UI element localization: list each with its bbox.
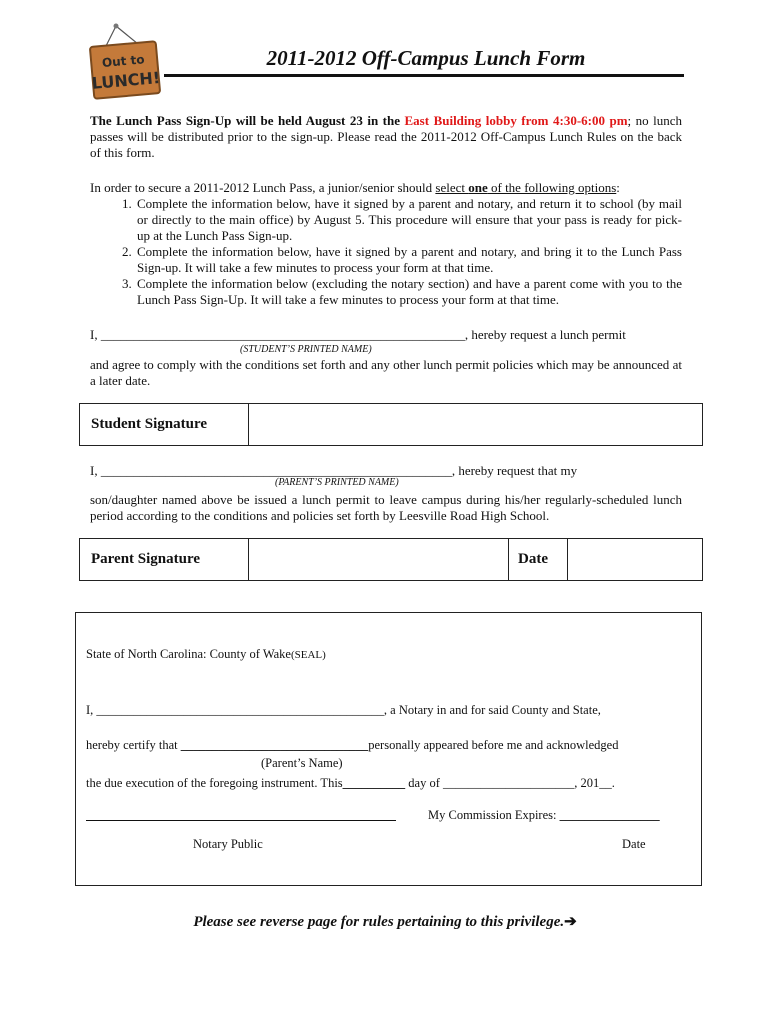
- notary-date-label: Date: [622, 837, 646, 851]
- student-signature-box: [79, 403, 703, 446]
- commission-expires-label: My Commission Expires:: [428, 808, 560, 822]
- parent-name-caption: (PARENT’S PRINTED NAME): [275, 477, 399, 488]
- options-lead: [90, 180, 682, 196]
- notary-parent-name-caption: (Parent’s Name): [261, 756, 343, 770]
- parent-signature-field[interactable]: [250, 539, 508, 580]
- out-to-lunch-logo: [86, 22, 164, 102]
- commission-expires-line: [428, 808, 660, 823]
- parent-signature-label: Parent Signature: [91, 551, 201, 567]
- notary-day-blank[interactable]: __________: [342, 776, 406, 790]
- options-lead-underline-1: select: [435, 180, 469, 195]
- notary-signature-line[interactable]: [86, 820, 396, 821]
- options-lead-text: In order to secure a 2011-2012 Lunch Pass, a junior/senior should: [90, 180, 436, 195]
- option-item: 1. Complete the information below, have it signed by a parent and notary, and return it to school (by mail or directly to the main office) by August 5. This procedure will ensure that your pass is ready for pick-up at the Lunch Pass Sign-up.: [135, 196, 682, 244]
- student-name-caption: (STUDENT’S PRINTED NAME): [240, 344, 372, 355]
- intro-rest: ; no lunch passes will be distributed prior to the sign-up. Please read the 2011-2012 Off-Campus Lunch Rules on the back of this form.: [90, 113, 683, 160]
- arrow-right-icon: ➔: [564, 914, 577, 930]
- option-item: 2. Complete the information below, have it signed by a parent and notary, and bring it to the Lunch Pass Sign-up. It will take a few minutes to process your form at that time.: [135, 244, 682, 276]
- options-lead-underline-2: of the following options: [487, 180, 617, 195]
- parent-permission-text: son/daughter named above be issued a lunch permit to leave campus during his/her regularly-scheduled lunch period according to the conditions and policies set forth by Leesville Road High School.: [90, 492, 682, 523]
- notary-state-county: [86, 647, 326, 662]
- parent-date-divider-right: [567, 539, 568, 580]
- student-signature-divider: [248, 404, 249, 445]
- parent-signature-divider: [248, 539, 249, 580]
- student-request-line: I, ________________________________________________________, hereby request a lunch permit: [90, 327, 626, 342]
- intro-location-time: East Building lobby from 4:30-6:00 pm: [404, 113, 628, 128]
- intro-paragraph: [90, 113, 682, 161]
- notary-state-line: State of North Carolina: County of Wake: [86, 647, 291, 661]
- reverse-page-note-text: Please see reverse page for rules pertaining to this privilege.: [193, 914, 565, 930]
- parent-signature-box: [79, 538, 703, 581]
- logo-line-1: Out to: [101, 52, 146, 70]
- notary-execution-text-2: day of _____________________, 201__.: [405, 776, 615, 790]
- notary-seal-label: (SEAL): [290, 649, 326, 661]
- notary-parent-name-blank[interactable]: ______________________________: [180, 738, 369, 752]
- parent-date-field[interactable]: [569, 539, 702, 580]
- intro-bold-lead: The Lunch Pass Sign-Up will be held August 23 in the: [90, 113, 405, 128]
- options-lead-one: one: [468, 180, 488, 195]
- notary-certify-text: hereby certify that: [86, 738, 181, 752]
- student-signature-label: Student Signature: [91, 416, 208, 432]
- reverse-page-note: [120, 912, 650, 931]
- notary-certify-line: [86, 738, 618, 753]
- options-lead-colon: :: [616, 180, 620, 195]
- student-agree-text: and agree to comply with the conditions set forth and any other lunch permit policies which may be announced at a later date.: [90, 357, 682, 388]
- notary-public-label: Notary Public: [193, 837, 263, 851]
- option-item: 3. Complete the information below (excluding the notary section) and have a parent come with you to the Lunch Pass Sign-Up. It will take a few minutes to process your form at that time.: [135, 276, 682, 308]
- parent-date-divider-left: [508, 539, 509, 580]
- options-section: [90, 180, 682, 308]
- form-title: 2011-2012 Off-Campus Lunch Form: [266, 46, 586, 70]
- notary-execution-text: the due execution of the foregoing instrument. This: [86, 776, 343, 790]
- notary-name-line: I, ______________________________________________, a Notary in and for said County and State,: [86, 703, 601, 717]
- title-divider: [164, 74, 684, 77]
- commission-expires-blank[interactable]: ________________: [559, 808, 660, 822]
- student-signature-field[interactable]: [250, 404, 702, 445]
- notary-execution-line: [86, 776, 615, 791]
- logo-line-2: LUNCH!: [90, 68, 161, 93]
- parent-date-label: Date: [518, 551, 548, 567]
- parent-request-line: I, ______________________________________________________, hereby request that my: [90, 463, 578, 478]
- options-list: [90, 196, 682, 308]
- notary-section: [75, 612, 702, 886]
- notary-certify-text-2: personally appeared before me and acknowledged: [368, 738, 619, 752]
